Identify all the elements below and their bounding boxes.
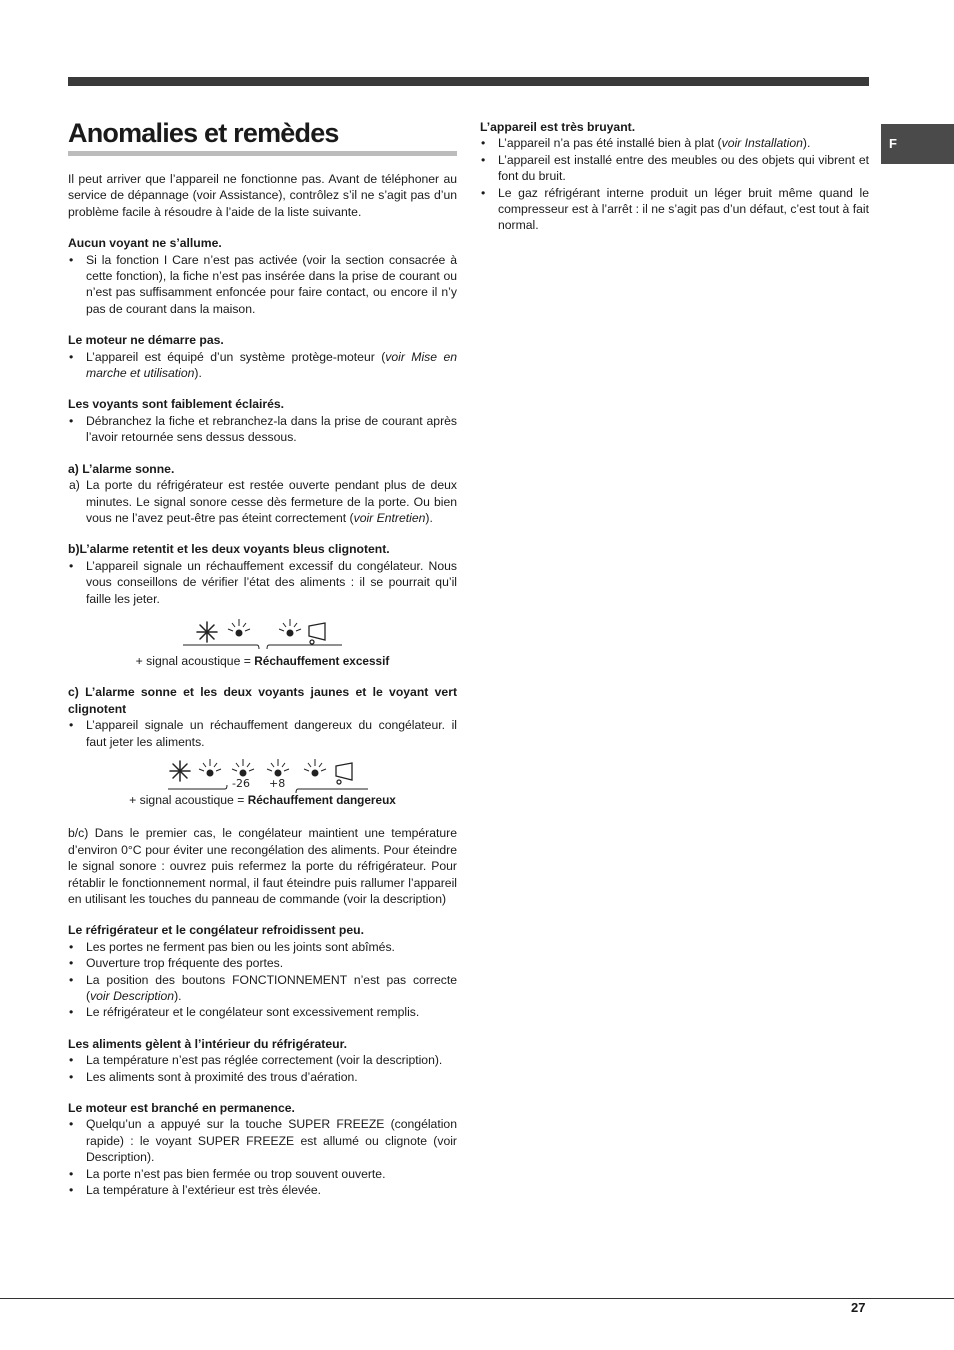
section-heading: Le réfrigérateur et le congélateur refroidissent peu. <box>68 923 364 938</box>
right-column <box>480 119 869 234</box>
list-item: • Le réfrigérateur et le congélateur sont excessivement remplis. <box>68 1004 457 1020</box>
section-heading: Aucun voyant ne s’allume. <box>68 236 222 251</box>
indicator-diagram <box>68 756 457 796</box>
footer-rule <box>0 1298 954 1299</box>
list-item: • L’appareil est équipé d’un système protège-moteur (voir Mise en marche et utilisation). <box>68 349 457 382</box>
list-item: • L’appareil est installé entre des meubles ou des objets qui vibrent et font du bruit. <box>480 152 869 185</box>
intro-paragraph: Il peut arriver que l’appareil ne fonctionne pas. Avant de téléphoner au service de dépannage (voir Assistance), contrôlez s’il ne s’agit pas d’un problème facile à résoudre à l’aide de la liste suivante. <box>68 172 457 219</box>
section-heading: Le moteur ne démarre pas. <box>68 333 224 348</box>
page-number: 27 <box>851 1300 866 1315</box>
section-alarm-a <box>68 461 457 527</box>
section-bc-explanation <box>68 825 457 907</box>
snowflake-icon <box>197 622 217 642</box>
title-underline <box>68 151 457 156</box>
section-alarm-c <box>68 684 457 808</box>
blinking-led-icon <box>267 759 289 776</box>
section-food-freezes <box>68 1036 457 1085</box>
page-title: Anomalies et remèdes <box>68 118 339 148</box>
indicator-figure-dangerous <box>68 756 457 796</box>
blinking-led-icon <box>232 759 254 776</box>
list-item: • Le gaz réfrigérant interne produit un léger bruit même quand le compresseur est à l’arrêt : il ne s’agit pas d’un défaut, c’est tout à fait normal. <box>480 185 869 234</box>
label-plus-8: +8 <box>269 776 286 790</box>
list-item: • L’appareil signale un réchauffement excessif du congélateur. Nous vous conseillons de vérifier l’état des aliments : il se pourrait qu’il faille les jeter. <box>68 558 457 607</box>
section-motor-no-start <box>68 332 457 381</box>
indicator-diagram <box>68 615 457 657</box>
blinking-led-icon <box>304 759 326 776</box>
section-heading: L’appareil est très bruyant. <box>480 120 636 134</box>
header-bar <box>68 77 869 86</box>
list-item: • L’appareil n’a pas été installé bien à plat (voir Installation). <box>480 135 869 151</box>
list-item: a) La porte du réfrigérateur est restée ouverte pendant plus de deux minutes. Le signal sonore cesse dès fermeture de la porte. Ou bien vous ne l’avez peut-être pas éteint correctement (voir Entretien). <box>68 477 457 526</box>
list-item: • La température n’est pas réglée correctement (voir la description). <box>68 1052 457 1068</box>
section-motor-always-on <box>68 1100 457 1198</box>
section-low-cooling <box>68 922 457 1020</box>
paragraph: b/c) Dans le premier cas, le congélateur maintient une température d’environ 0°C pour éviter une recongélation des aliments. Pour éteindre le signal sonore : ouvrez puis refermez la porte du réfrigérateur. Pour rétablir le fonctionnement normal, il faut éteindre puis rallumer l’appareil en utilisant les touches du panneau de commande (voir la description) <box>68 826 457 906</box>
list-item: • Si la fonction I Care n’est pas activée (voir la section consacrée à cette fonction), la fiche n’est pas insérée dans la prise de courant ou n’est pas suffisamment enfoncée pour faire contact, ou encore il n’y pas de courant dans la maison. <box>68 252 457 318</box>
list-item: • Quelqu’un a appuyé sur la touche SUPER FREEZE (congélation rapide) : le voyant SUPER FREEZE est allumé ou clignote (voir Description). <box>68 1116 457 1165</box>
section-heading: b)L’alarme retentit et les deux voyants bleus clignotent. <box>68 542 390 557</box>
figure-caption: + signal acoustique = Réchauffement excessif <box>135 653 390 668</box>
language-tab-label: F <box>889 136 897 151</box>
list-item: • La température à l’extérieur est très élevée. <box>68 1182 457 1198</box>
list-item: • La position des boutons FONCTIONNEMENT n’est pas correcte (voir Description). <box>68 972 457 1005</box>
list-item: • La porte n’est pas bien fermée ou trop souvent ouverte. <box>68 1166 457 1182</box>
list-item: • Les portes ne ferment pas bien ou les joints sont abîmés. <box>68 939 457 955</box>
label-minus-26: -26 <box>232 776 250 790</box>
list-item: • L’appareil signale un réchauffement dangereux du congélateur. il faut jeter les aliments. <box>68 717 457 750</box>
section-heading: Le moteur est branché en permanence. <box>68 1101 295 1116</box>
snowflake-icon <box>170 761 190 781</box>
left-column <box>68 171 457 1199</box>
section-dim-lights <box>68 396 457 445</box>
section-heading: a) L’alarme sonne. <box>68 461 175 476</box>
alarm-bell-icon <box>336 763 352 784</box>
section-heading: c) L’alarme sonne et les deux voyants jaunes et le voyant vert clignotent <box>68 685 457 716</box>
figure-caption: + signal acoustique = Réchauffement dangereux <box>129 792 396 807</box>
blinking-led-icon <box>228 619 250 636</box>
section-noisy <box>480 119 869 234</box>
language-tab <box>881 124 954 164</box>
section-alarm-b <box>68 541 457 669</box>
blinking-led-icon <box>279 619 301 636</box>
section-no-light <box>68 235 457 317</box>
indicator-figure-excessive <box>68 615 457 657</box>
list-item: • Les aliments sont à proximité des trous d’aération. <box>68 1069 457 1085</box>
list-item: • Débranchez la fiche et rebranchez-la dans la prise de courant après l’avoir retournée sens dessus dessous. <box>68 413 457 446</box>
alarm-bell-icon <box>309 623 325 644</box>
section-heading: Les voyants sont faiblement éclairés. <box>68 397 285 412</box>
list-item: • Ouverture trop fréquente des portes. <box>68 955 457 971</box>
section-heading: Les aliments gèlent à l’intérieur du réfrigérateur. <box>68 1036 348 1051</box>
blinking-led-icon <box>199 759 221 776</box>
